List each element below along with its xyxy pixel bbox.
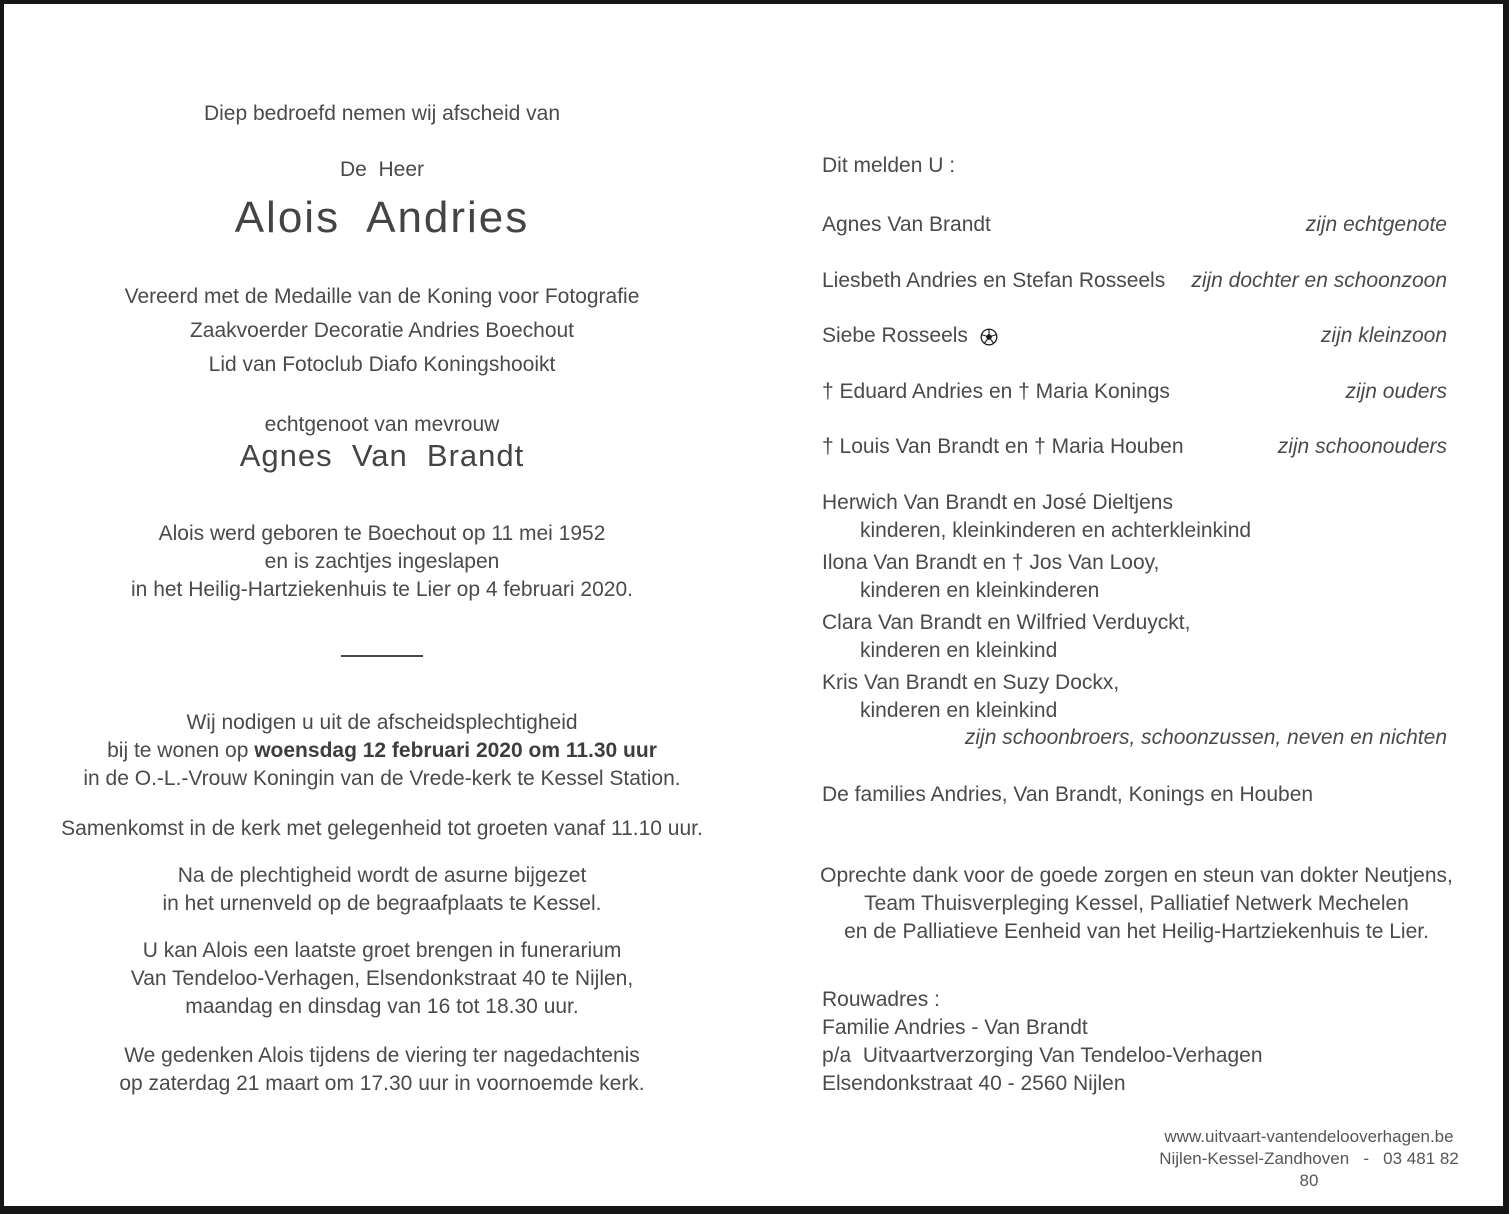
relation-row: [822, 322, 1447, 350]
mourning-address: [822, 986, 1447, 1098]
invitation-line: in de O.-L.-Vrouw Koningin van de Vrede-kerk te Kessel Station.: [83, 767, 681, 790]
thanks-paragraph: [804, 862, 1469, 946]
urn-line: Na de plechtigheid wordt de asurne bijgezet: [177, 864, 587, 887]
family-group-sub: kinderen en kleinkinderen: [860, 579, 1100, 602]
relation-label: zijn dochter en schoonzoon: [1191, 269, 1447, 292]
gathering-line: Samenkomst in de kerk met gelegenheid tot groeten vanaf 11.10 uur.: [61, 817, 703, 840]
mourning-address-label: Rouwadres :: [822, 988, 940, 1011]
spouse-name: Agnes Van Brandt: [239, 438, 525, 473]
relation-label: zijn kleinzoon: [1320, 324, 1447, 347]
honor-line: Vereerd met de Medaille van de Koning voor Fotografie: [124, 285, 640, 308]
funerarium-line: U kan Alois een laatste groet brengen in funerarium: [142, 939, 622, 962]
family-group-names: Ilona Van Brandt en † Jos Van Looy,: [822, 551, 1160, 574]
relative-names: [822, 322, 998, 350]
family-group: [822, 609, 1447, 665]
relative-names: Liesbeth Andries en Stefan Rosseels: [822, 269, 1166, 292]
funeral-home-location-phone: Nijlen-Kessel-Zandhoven - 03 481 82 80: [1159, 1149, 1464, 1190]
family-group-sub: kinderen en kleinkind: [860, 639, 1058, 662]
honor-line: Zaakvoerder Decoratie Andries Boechout: [189, 319, 575, 342]
funerarium-details: [44, 937, 720, 1021]
ceremony-date: woensdag 12 februari 2020 om 11.30 uur: [254, 739, 657, 762]
family-group: [822, 489, 1447, 545]
families-line: De families Andries, Van Brandt, Konings en Houben: [822, 783, 1314, 806]
thanks-line: Oprechte dank voor de goede zorgen en steun van dokter Neutjens,: [820, 864, 1453, 887]
family-group-names: Kris Van Brandt en Suzy Dockx,: [822, 671, 1120, 694]
memorial-line: op zaterdag 21 maart om 17.30 uur in voornoemde kerk.: [119, 1072, 645, 1095]
memorial-line: We gedenken Alois tijdens de viering ter nagedachtenis: [124, 1044, 640, 1067]
deceased-name: Alois Andries: [234, 193, 530, 242]
family-groups: [822, 489, 1447, 729]
family-group-sub: kinderen, kleinkinderen en achterkleinkind: [860, 519, 1252, 542]
funerarium-line: maandag en dinsdag van 16 tot 18.30 uur.: [185, 995, 579, 1018]
divider-line: [341, 655, 423, 657]
honors-list: [44, 280, 720, 382]
thanks-line: Team Thuisverpleging Kessel, Palliatief Netwerk Mechelen: [864, 892, 1409, 915]
relative-name-text: Siebe Rosseels: [822, 324, 968, 347]
honor-line: Lid van Fotoclub Diafo Koningshooikt: [208, 353, 556, 376]
funerarium-line: Van Tendeloo-Verhagen, Elsendonkstraat 40 te Nijlen,: [130, 967, 634, 990]
spouse-intro: echtgenoot van mevrouw: [264, 413, 500, 436]
relation-label: zijn ouders: [1345, 380, 1447, 403]
relation-label: zijn echtgenote: [1305, 213, 1447, 236]
family-group: [822, 549, 1447, 605]
mourning-address-line: Familie Andries - Van Brandt: [822, 1016, 1088, 1039]
salutation: De Heer: [339, 158, 425, 181]
life-line: in het Heilig-Hartziekenhuis te Lier op 4 februari 2020.: [131, 578, 633, 601]
relation-label: zijn schoonouders: [1277, 435, 1447, 458]
relation-row: [822, 378, 1447, 406]
relation-row: [822, 433, 1447, 461]
mourning-address-line: p/a Uitvaartverzorging Van Tendeloo-Verhagen: [822, 1044, 1263, 1067]
thanks-line: en de Palliatieve Eenheid van het Heilig-Hartziekenhuis te Lier.: [844, 920, 1429, 943]
life-line: en is zachtjes ingeslapen: [264, 550, 500, 573]
groups-relation-label: zijn schoonbroers, schoonzussen, neven en nichten: [964, 726, 1447, 749]
memorial-details: [44, 1042, 720, 1098]
relation-row: [822, 211, 1447, 239]
relative-names: † Louis Van Brandt en † Maria Houben: [822, 435, 1184, 458]
mourning-address-line: Elsendonkstraat 40 - 2560 Nijlen: [822, 1072, 1126, 1095]
ceremony-invitation: [44, 709, 720, 793]
urn-details: [44, 862, 720, 918]
invitation-line: [44, 737, 720, 765]
life-line: Alois werd geboren te Boechout op 11 mei 1952: [158, 522, 606, 545]
invitation-line: Wij nodigen u uit de afscheidsplechtigheid: [186, 711, 578, 734]
family-group: [822, 669, 1447, 725]
soccer-ball-icon: [980, 328, 998, 346]
intro-line: Diep bedroefd nemen wij afscheid van: [203, 102, 561, 125]
funeral-home-website: www.uitvaart-vantendelooverhagen.be: [1164, 1127, 1454, 1146]
invitation-date-prefix: bij te wonen op: [107, 739, 255, 762]
family-group-names: Clara Van Brandt en Wilfried Verduyckt,: [822, 611, 1191, 634]
funeral-home-footer: [1159, 1126, 1464, 1192]
family-group-names: Herwich Van Brandt en José Dieltjens: [822, 491, 1173, 514]
family-group-sub: kinderen en kleinkind: [860, 699, 1058, 722]
relative-names: † Eduard Andries en † Maria Konings: [822, 380, 1170, 403]
relation-row: [822, 267, 1447, 295]
urn-line: in het urnenveld op de begraafplaats te Kessel.: [162, 892, 602, 915]
life-details: [44, 520, 720, 604]
announcement-heading: Dit melden U :: [822, 154, 956, 177]
relative-names: Agnes Van Brandt: [822, 213, 991, 236]
